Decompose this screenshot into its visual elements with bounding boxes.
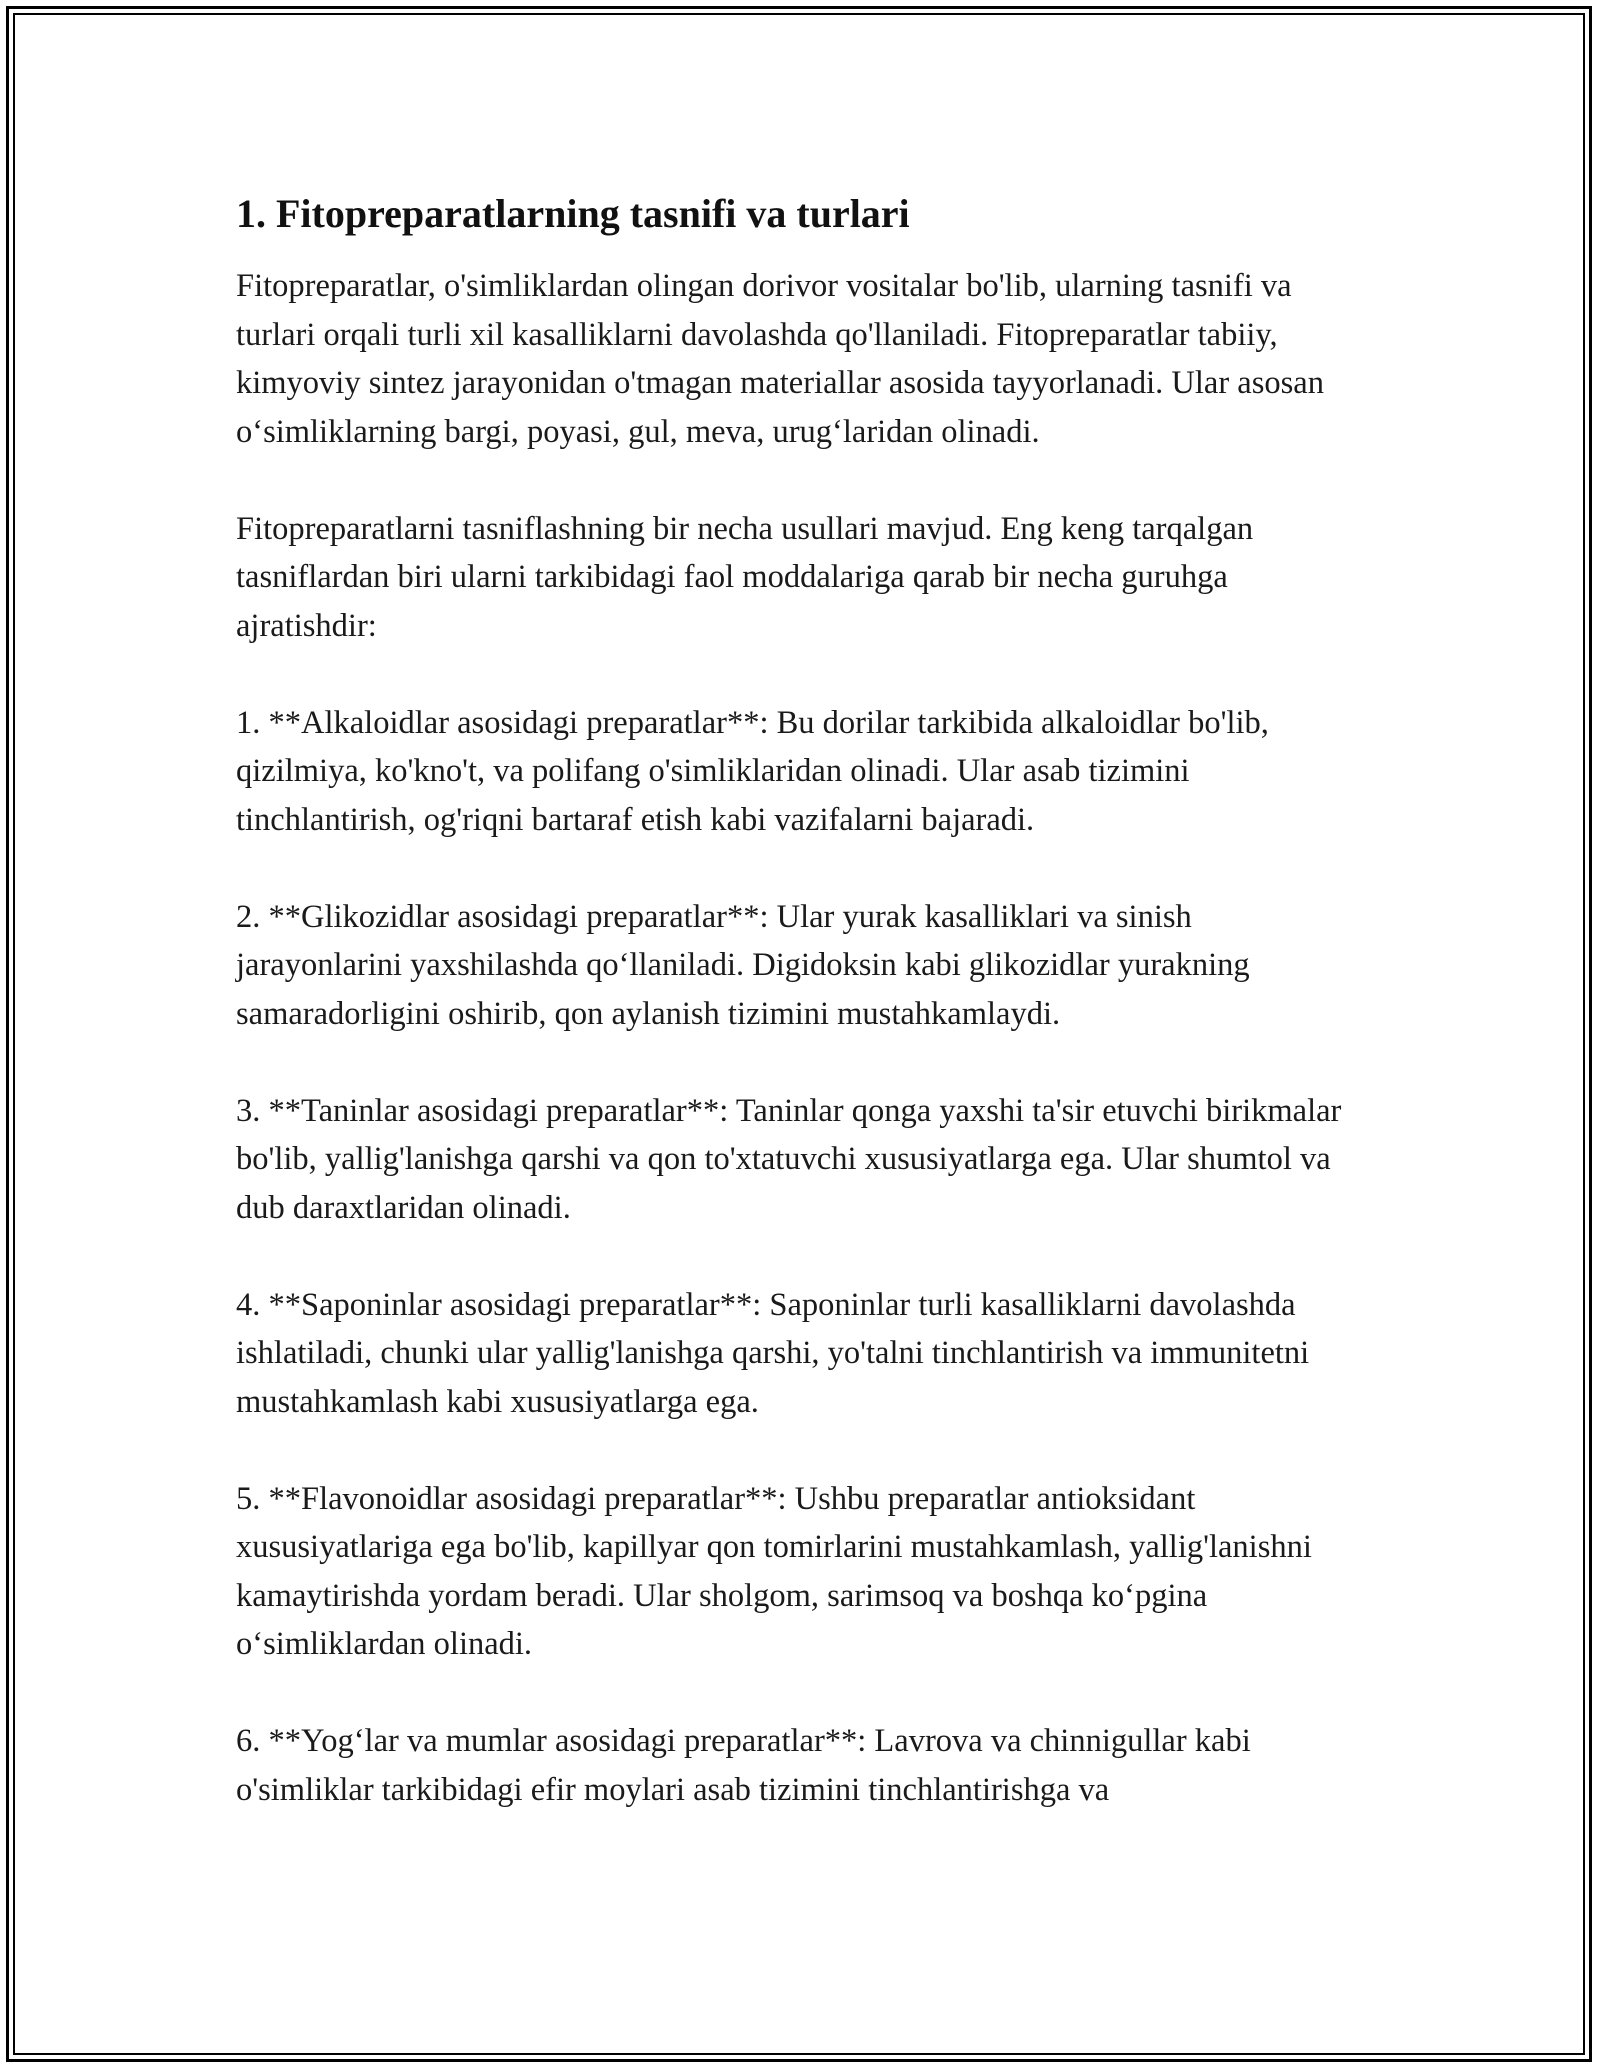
document-body [236, 186, 1356, 1863]
section-heading: 1. Fitopreparatlarning tasnifi va turlari [236, 191, 910, 236]
classification-paragraph: Fitopreparatlarni tasniflashning bir necha usullari mavjud. Eng keng tarqalgan tasniflardan biri ularni tarkibidagi faol moddalariga qarab bir necha guruhga ajratishdir: [236, 510, 1254, 644]
list-item-tannins: 3. **Taninlar asosidagi preparatlar**: Taninlar qonga yaxshi ta'sir etuvchi birikmalar bo'lib, yallig'lanishga qarshi va qon to'xtatuvchi xususiyatlarga ega. Ular shumtol va dub daraxtlaridan olinadi. [236, 1092, 1342, 1226]
list-item-alkaloids: 1. **Alkaloidlar asosidagi preparatlar**: Bu dorilar tarkibida alkaloidlar bo'lib, qizilmiya, ko'kno't, va polifang o'simliklaridan olinadi. Ular asab tizimini tinchlantirish, og'riqni bartaraf etish kabi vazifalarni bajaradi. [236, 704, 1269, 838]
list-item-glycosides: 2. **Glikozidlar asosidagi preparatlar**: Ular yurak kasalliklari va sinish jarayonlarini yaxshilashda qo‘llaniladi. Digidoksin kabi glikozidlar yurakning samaradorligini oshirib, qon aylanish tizimini mustahkamlaydi. [236, 898, 1250, 1032]
intro-paragraph: Fitopreparatlar, o'simliklardan olingan dorivor vositalar bo'lib, ularning tasnifi va turlari orqali turli xil kasalliklarni davolashda qo'llaniladi. Fitopreparatlar tabiiy, kimyoviy sintez jarayonidan o'tmagan materiallar asosida tayyorlanadi. Ular asosan o‘simliklarning bargi, poyasi, gul, meva, urug‘laridan olinadi. [236, 268, 1324, 450]
list-item-saponins: 4. **Saponinlar asosidagi preparatlar**: Saponinlar turli kasalliklarni davolashda ishlatiladi, chunki ular yallig'lanishga qarshi, yo'talni tinchlantirish va immunitetni mustahkamlash kabi xususiyatlarga ega. [236, 1286, 1310, 1420]
list-item-flavonoids: 5. **Flavonoidlar asosidagi preparatlar**: Ushbu preparatlar antioksidant xususiyatlariga ega bo'lib, kapillyar qon tomirlarini mustahkamlash, yallig'lanishni kamaytirishda yordam beradi. Ular sholgom, sarimsoq va boshqa ko‘pgina o‘simliklardan olinadi. [236, 1480, 1312, 1662]
list-item-oils-waxes: 6. **Yog‘lar va mumlar asosidagi preparatlar**: Lavrova va chinnigullar kabi o'simliklar tarkibidagi efir moylari asab tizimini tinchlantirishga va [236, 1723, 1251, 1808]
